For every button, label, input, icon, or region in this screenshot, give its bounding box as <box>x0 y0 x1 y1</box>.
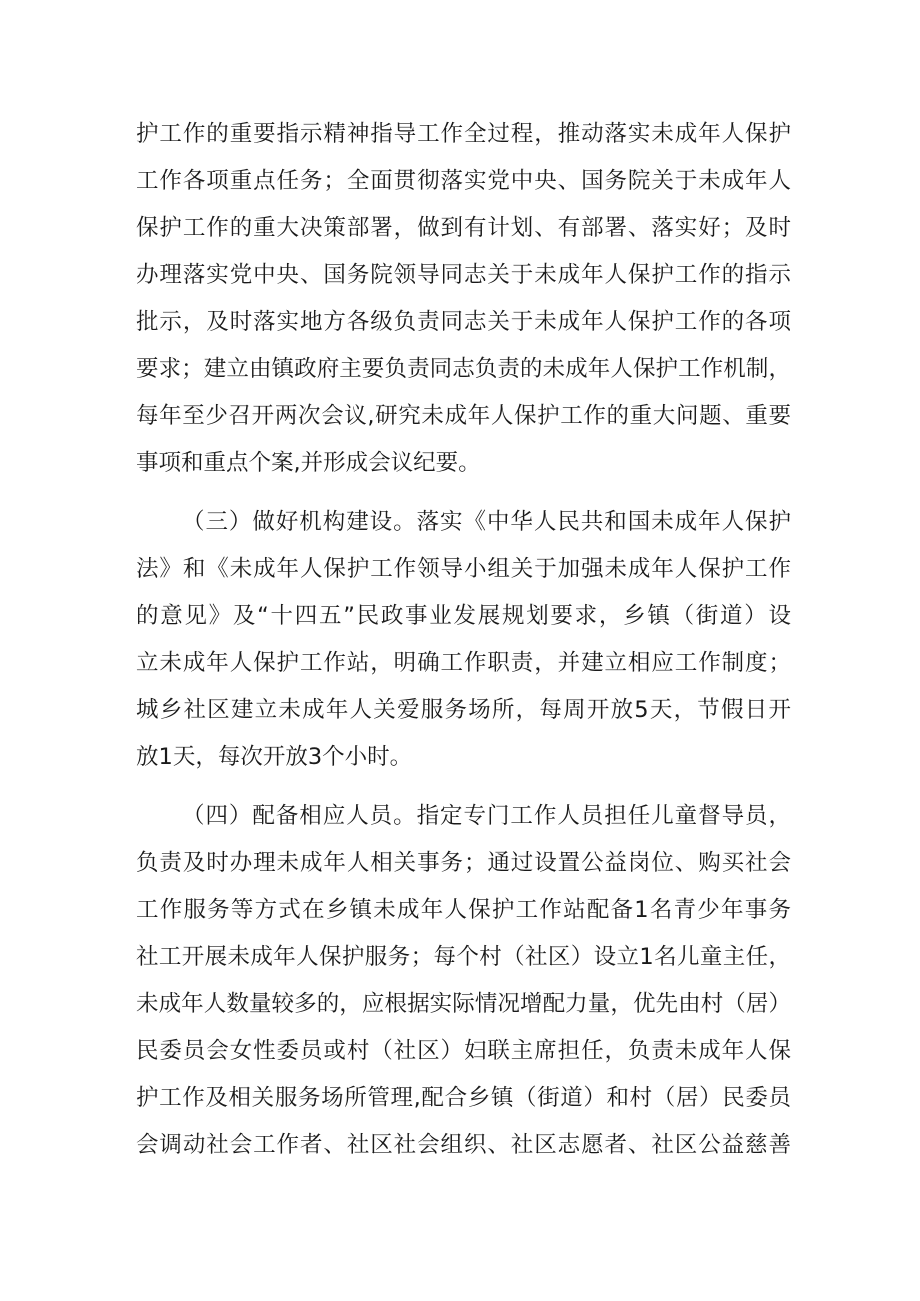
paragraph-line: 工作服务等方式在乡镇未成年人保护工作站配备1名青少年事务 <box>136 897 791 923</box>
paragraph-line: 立未成年人保护工作站，明确工作职责，并建立相应工作制度； <box>136 650 791 676</box>
paragraph-line: 会调动社会工作者、社区社会组织、社区志愿者、社区公益慈善 <box>136 1132 791 1158</box>
section-heading-line: （四）配备相应人员。指定专门工作人员担任儿童督导员， <box>182 803 791 829</box>
paragraph-line: 的意见》及“十四五”民政事业发展规划要求，乡镇（街道）设 <box>136 603 791 629</box>
paragraph-line: 放1天，每次开放3个小时。 <box>136 744 413 770</box>
paragraph-line: 民委员会女性委员或村（社区）妇联主席担任，负责未成年人保 <box>136 1038 791 1064</box>
paragraph-line: 社工开展未成年人保护服务；每个村（社区）设立1名儿童主任， <box>136 944 791 970</box>
paragraph-line: 未成年人数量较多的，应根据实际情况增配力量，优先由村（居） <box>136 991 791 1017</box>
paragraph-line: 工作各项重点任务；全面贯彻落实党中央、国务院关于未成年人 <box>136 168 791 194</box>
paragraph-line: 每年至少召开两次会议,研究未成年人保护工作的重大问题、重要 <box>136 403 791 429</box>
paragraph-line: 批示，及时落实地方各级负责同志关于未成年人保护工作的各项 <box>136 309 791 335</box>
paragraph-line: 要求；建立由镇政府主要负责同志负责的未成年人保护工作机制， <box>136 356 791 382</box>
paragraph-line: 办理落实党中央、国务院领导同志关于未成年人保护工作的指示 <box>136 262 791 288</box>
section-heading-line: （三）做好机构建设。落实《中华人民共和国未成年人保护 <box>182 509 791 535</box>
paragraph-line: 护工作的重要指示精神指导工作全过程，推动落实未成年人保护 <box>136 121 791 147</box>
paragraph-line: 城乡社区建立未成年人关爱服务场所，每周开放5天，节假日开 <box>136 697 791 723</box>
paragraph-line: 法》和《未成年人保护工作领导小组关于加强未成年人保护工作 <box>136 556 791 582</box>
paragraph-line: 事项和重点个案,并形成会议纪要。 <box>136 450 481 476</box>
paragraph-line: 保护工作的重大决策部署，做到有计划、有部署、落实好；及时 <box>136 215 791 241</box>
paragraph-line: 护工作及相关服务场所管理,配合乡镇（街道）和村（居）民委员 <box>136 1085 791 1111</box>
paragraph-line: 负责及时办理未成年人相关事务；通过设置公益岗位、购买社会 <box>136 850 791 876</box>
